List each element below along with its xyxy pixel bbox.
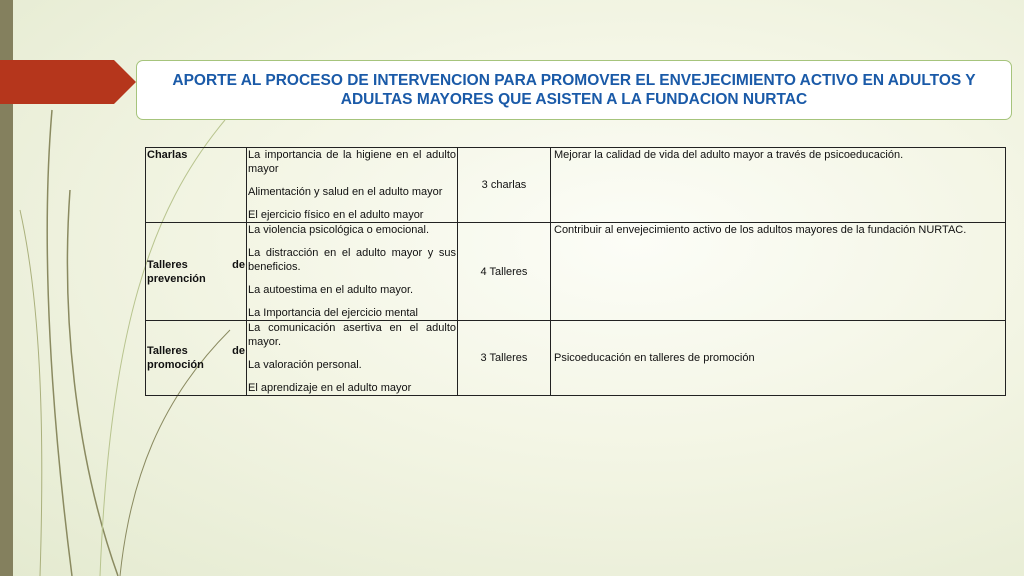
- topics-cell: [247, 223, 458, 321]
- topic-item: Alimentación y salud en el adulto mayor: [248, 186, 443, 198]
- topics-cell: [247, 148, 458, 223]
- activity-cell: [146, 321, 247, 396]
- activity-cell: [146, 148, 247, 223]
- objective-cell: Mejorar la calidad de vida del adulto mayor a través de psicoeducación.: [551, 148, 1006, 223]
- title-arrow-shape: [0, 58, 140, 106]
- topic-item: La comunicación asertiva en el adulto mayor.: [248, 322, 456, 348]
- topics-cell: [247, 321, 458, 396]
- topic-item: El ejercicio físico en el adulto mayor: [248, 209, 424, 221]
- quantity-cell: 3 Talleres: [458, 321, 551, 396]
- activity-cell: [146, 223, 247, 321]
- topic-item: La importancia de la higiene en el adulto mayor: [248, 149, 456, 175]
- topic-item: La Importancia del ejercicio mental: [248, 307, 418, 319]
- quantity-cell: 4 Talleres: [458, 223, 551, 321]
- topic-item: El aprendizaje en el adulto mayor: [248, 382, 412, 394]
- page-title: APORTE AL PROCESO DE INTERVENCION PARA PROMOVER EL ENVEJECIMIENTO ACTIVO EN ADULTOS Y ADULTAS MAYORES QUE ASISTEN A LA FUNDACION NURTAC: [172, 72, 976, 108]
- table-row: [146, 223, 1006, 321]
- topic-item: La valoración personal.: [248, 359, 362, 371]
- topic-item: La violencia psicológica o emocional.: [248, 224, 429, 236]
- topic-item: La autoestima en el adulto mayor.: [248, 284, 414, 296]
- activity-label: Charlas: [147, 149, 188, 161]
- activity-label: Talleres de prevención: [147, 258, 245, 285]
- activity-label: Talleres de promoción: [147, 345, 245, 371]
- topic-item: La distracción en el adulto mayor y sus beneficios.: [248, 247, 456, 273]
- quantity-cell: 3 charlas: [458, 148, 551, 223]
- intervention-table: [145, 147, 1006, 396]
- table-row: [146, 148, 1006, 223]
- objective-cell: Psicoeducación en talleres de promoción: [551, 321, 1006, 396]
- title-box: [136, 60, 1012, 120]
- objective-cell: Contribuir al envejecimiento activo de los adultos mayores de la fundación NURTAC.: [551, 223, 1006, 321]
- table-row: [146, 321, 1006, 396]
